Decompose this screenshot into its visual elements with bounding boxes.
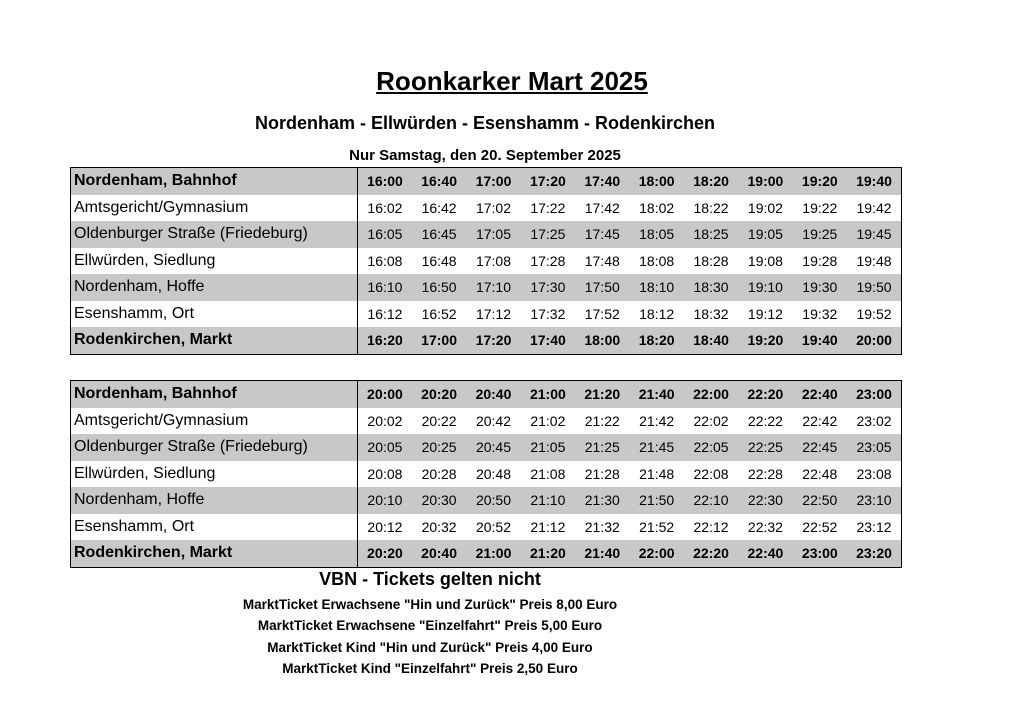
departure-time: 22:12: [693, 518, 729, 535]
departure-time: 17:32: [530, 305, 566, 322]
stop-name: Ellwürden, Siedlung: [71, 248, 358, 275]
departure-time: 19:42: [856, 199, 892, 216]
departure-time: 17:20: [521, 168, 575, 195]
departure-time: 17:45: [575, 221, 629, 248]
departure-time: 22:00: [629, 540, 683, 567]
departure-time: 21:50: [629, 487, 683, 514]
departure-time: 22:22: [747, 412, 783, 429]
ticket-price-child-return: MarktTicket Kind "Hin und Zurück" Preis 4,00 Euro: [267, 640, 593, 655]
timetable-row: [71, 434, 902, 461]
departure-time: 19:20: [793, 168, 847, 195]
departure-time: 19:10: [738, 274, 792, 301]
departure-time: 16:12: [367, 305, 403, 322]
departure-time: 16:50: [412, 274, 466, 301]
departure-time: 21:20: [521, 540, 575, 567]
departure-time: 20:32: [421, 518, 457, 535]
departure-time: 20:20: [412, 381, 466, 408]
departure-time: 18:28: [693, 252, 729, 269]
departure-time: 17:05: [466, 221, 520, 248]
departure-time: 20:08: [367, 465, 403, 482]
departure-time: 17:30: [521, 274, 575, 301]
ticket-price-child-single: MarktTicket Kind "Einzelfahrt" Preis 2,50 Euro: [282, 661, 578, 676]
departure-time: 20:10: [358, 487, 412, 514]
departure-time: 18:00: [629, 168, 683, 195]
departure-time: 20:02: [367, 412, 403, 429]
departure-time: 23:20: [847, 540, 901, 567]
departure-time: 17:52: [584, 305, 620, 322]
timetable-evening: [70, 380, 902, 568]
departure-time: 19:25: [793, 221, 847, 248]
departure-time: 16:02: [367, 199, 403, 216]
departure-time: 17:50: [575, 274, 629, 301]
departure-time: 19:50: [847, 274, 901, 301]
departure-time: 16:48: [421, 252, 457, 269]
stop-name: Oldenburger Straße (Friedeburg): [71, 221, 358, 248]
departure-time: 16:40: [412, 168, 466, 195]
departure-time: 22:45: [793, 434, 847, 461]
departure-time: 21:45: [629, 434, 683, 461]
timetable-row: [71, 301, 902, 328]
stop-name: Nordenham, Hoffe: [71, 274, 358, 301]
departure-time: 17:02: [475, 199, 511, 216]
departure-time: 20:45: [466, 434, 520, 461]
departure-time: 18:30: [684, 274, 738, 301]
timetable-afternoon: [70, 167, 902, 355]
departure-time: 21:22: [584, 412, 620, 429]
departure-time: 20:00: [847, 327, 901, 354]
departure-time: 19:40: [847, 168, 901, 195]
departure-time: 23:02: [856, 412, 892, 429]
departure-time: 20:20: [358, 540, 412, 567]
departure-time: 16:52: [421, 305, 457, 322]
vbn-note: VBN - Tickets gelten nicht: [319, 569, 541, 589]
departure-time: 21:08: [530, 465, 566, 482]
departure-time: 20:30: [412, 487, 466, 514]
departure-time: 22:10: [684, 487, 738, 514]
departure-time: 22:20: [684, 540, 738, 567]
departure-time: 18:20: [629, 327, 683, 354]
timetable-row: [71, 274, 902, 301]
departure-time: 21:12: [530, 518, 566, 535]
departure-time: 23:00: [847, 381, 901, 408]
stop-name: Esenshamm, Ort: [71, 514, 358, 541]
departure-time: 22:08: [693, 465, 729, 482]
departure-time: 21:42: [639, 412, 675, 429]
departure-time: 20:25: [412, 434, 466, 461]
departure-time: 21:28: [584, 465, 620, 482]
departure-time: 19:45: [847, 221, 901, 248]
stop-name: Rodenkirchen, Markt: [71, 327, 358, 354]
departure-time: 19:40: [793, 327, 847, 354]
departure-time: 22:48: [802, 465, 838, 482]
departure-time: 19:30: [793, 274, 847, 301]
departure-time: 22:32: [747, 518, 783, 535]
departure-time: 20:12: [367, 518, 403, 535]
departure-time: 17:00: [466, 168, 520, 195]
timetable-row: [71, 221, 902, 248]
departure-time: 21:30: [575, 487, 629, 514]
stop-name: Rodenkirchen, Markt: [71, 540, 358, 567]
departure-time: 16:20: [358, 327, 412, 354]
departure-time: 18:10: [629, 274, 683, 301]
departure-time: 21:48: [639, 465, 675, 482]
departure-time: 19:05: [738, 221, 792, 248]
departure-time: 18:20: [684, 168, 738, 195]
departure-time: 19:02: [747, 199, 783, 216]
departure-time: 23:12: [856, 518, 892, 535]
timetable-row: [71, 195, 902, 222]
departure-time: 18:40: [684, 327, 738, 354]
departure-time: 18:08: [639, 252, 675, 269]
timetable-row: [71, 408, 902, 435]
timetable-row: [71, 168, 902, 195]
departure-time: 18:00: [575, 327, 629, 354]
departure-time: 19:00: [738, 168, 792, 195]
departure-time: 16:05: [358, 221, 412, 248]
departure-time: 21:25: [575, 434, 629, 461]
departure-time: 22:42: [802, 412, 838, 429]
departure-time: 17:10: [466, 274, 520, 301]
departure-time: 20:40: [466, 381, 520, 408]
departure-time: 22:28: [747, 465, 783, 482]
departure-time: 19:08: [747, 252, 783, 269]
departure-time: 17:40: [575, 168, 629, 195]
stop-name: Nordenham, Bahnhof: [71, 381, 358, 408]
departure-time: 19:28: [802, 252, 838, 269]
departure-time: 16:42: [421, 199, 457, 216]
departure-time: 21:40: [629, 381, 683, 408]
departure-time: 20:50: [466, 487, 520, 514]
departure-time: 18:25: [684, 221, 738, 248]
departure-time: 19:32: [802, 305, 838, 322]
departure-time: 23:05: [847, 434, 901, 461]
departure-time: 22:20: [738, 381, 792, 408]
departure-time: 18:02: [639, 199, 675, 216]
departure-time: 19:22: [802, 199, 838, 216]
departure-time: 20:22: [421, 412, 457, 429]
stop-name: Oldenburger Straße (Friedeburg): [71, 434, 358, 461]
departure-time: 18:12: [639, 305, 675, 322]
departure-time: 22:40: [738, 540, 792, 567]
departure-time: 21:10: [521, 487, 575, 514]
departure-time: 16:10: [358, 274, 412, 301]
departure-time: 21:40: [575, 540, 629, 567]
departure-time: 20:42: [475, 412, 511, 429]
departure-time: 22:30: [738, 487, 792, 514]
stop-name: Ellwürden, Siedlung: [71, 461, 358, 488]
departure-time: 17:48: [584, 252, 620, 269]
departure-time: 19:12: [747, 305, 783, 322]
departure-time: 17:28: [530, 252, 566, 269]
stop-name: Amtsgericht/Gymnasium: [71, 408, 358, 435]
departure-time: 23:10: [847, 487, 901, 514]
timetable-row: [71, 327, 902, 354]
departure-time: 22:02: [693, 412, 729, 429]
departure-time: 18:22: [693, 199, 729, 216]
departure-time: 21:05: [521, 434, 575, 461]
departure-time: 17:42: [584, 199, 620, 216]
departure-time: 17:22: [530, 199, 566, 216]
departure-time: 20:28: [421, 465, 457, 482]
departure-time: 23:08: [856, 465, 892, 482]
departure-time: 17:00: [412, 327, 466, 354]
departure-time: 19:52: [856, 305, 892, 322]
departure-time: 16:00: [358, 168, 412, 195]
departure-time: 21:00: [521, 381, 575, 408]
departure-time: 22:00: [684, 381, 738, 408]
timetable-row: [71, 461, 902, 488]
service-date: Nur Samstag, den 20. September 2025: [349, 147, 621, 164]
departure-time: 16:08: [367, 252, 403, 269]
stop-name: Amtsgericht/Gymnasium: [71, 195, 358, 222]
departure-time: 21:52: [639, 518, 675, 535]
departure-time: 20:40: [412, 540, 466, 567]
departure-time: 20:05: [358, 434, 412, 461]
departure-time: 21:02: [530, 412, 566, 429]
departure-time: 21:20: [575, 381, 629, 408]
departure-time: 21:00: [466, 540, 520, 567]
departure-time: 20:48: [475, 465, 511, 482]
stop-name: Nordenham, Bahnhof: [71, 168, 358, 195]
departure-time: 16:45: [412, 221, 466, 248]
timetable-row: [71, 540, 902, 567]
departure-time: 17:25: [521, 221, 575, 248]
timetable-row: [71, 381, 902, 408]
page-title: Roonkarker Mart 2025: [376, 66, 648, 96]
departure-time: 19:48: [856, 252, 892, 269]
departure-time: 22:40: [793, 381, 847, 408]
ticket-price-adult-single: MarktTicket Erwachsene "Einzelfahrt" Preis 5,00 Euro: [257, 618, 603, 633]
departure-time: 17:40: [521, 327, 575, 354]
departure-time: 18:05: [629, 221, 683, 248]
departure-time: 21:32: [584, 518, 620, 535]
timetable-row: [71, 248, 902, 275]
stop-name: Esenshamm, Ort: [71, 301, 358, 328]
timetable-row: [71, 514, 902, 541]
departure-time: 22:25: [738, 434, 792, 461]
departure-time: 17:20: [466, 327, 520, 354]
stop-name: Nordenham, Hoffe: [71, 487, 358, 514]
departure-time: 23:00: [793, 540, 847, 567]
departure-time: 18:32: [693, 305, 729, 322]
departure-time: 22:05: [684, 434, 738, 461]
departure-time: 17:12: [475, 305, 511, 322]
departure-time: 19:20: [738, 327, 792, 354]
timetable-row: [71, 487, 902, 514]
departure-time: 20:52: [475, 518, 511, 535]
departure-time: 17:08: [475, 252, 511, 269]
ticket-price-adult-return: MarktTicket Erwachsene "Hin und Zurück" Preis 8,00 Euro: [242, 597, 618, 612]
departure-time: 22:52: [802, 518, 838, 535]
departure-time: 22:50: [793, 487, 847, 514]
departure-time: 20:00: [358, 381, 412, 408]
route-subtitle: Nordenham - Ellwürden - Esenshamm - Rodenkirchen: [254, 113, 716, 133]
